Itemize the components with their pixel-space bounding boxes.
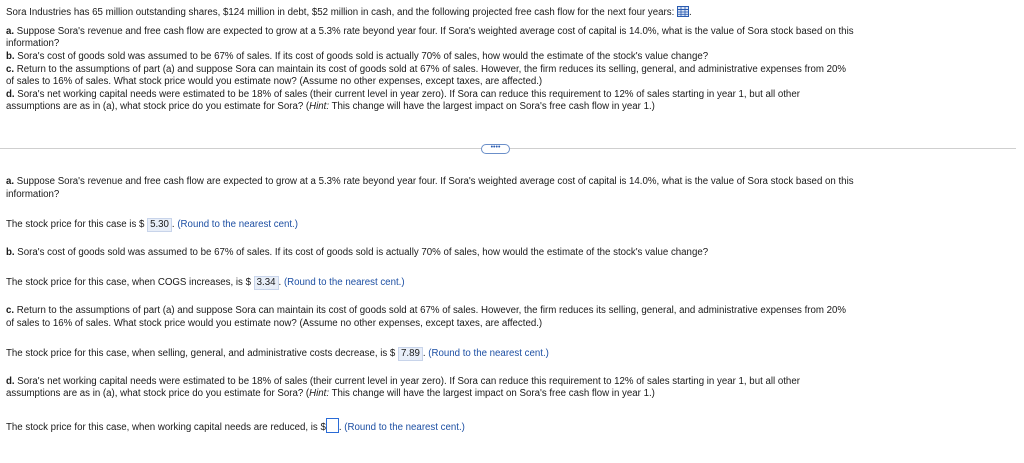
answer-a-value: 5.30 <box>147 218 172 232</box>
problem-part-d: d. Sora's net working capital needs were estimated to be 18% of sales (their current level in year zero). If Sora can reduce this requirement to 12% of sales starting in year 1, but all other <box>6 89 800 100</box>
answer-part-a-result: The stock price for this case is $ 5.30 . (Round to the nearest cent.) <box>6 219 298 230</box>
answer-c-value: 7.89 <box>398 347 423 361</box>
problem-part-a: a. Suppose Sora's revenue and free cash flow are expected to grow at a 5.3% rate beyond year four. If Sora's weighted average cost of capital is 14.0%, what is the value of Sora stock based on this <box>6 26 854 37</box>
answer-part-c-question-cont: of sales to 16% of sales. What stock price would you estimate now? (Assume no other expenses, except taxes, are affected.) <box>6 318 543 329</box>
problem-part-d-cont: assumptions are as in (a), what stock price do you estimate for Sora? (Hint: This change will have the largest impact on Sora's free cash flow in year 1.) <box>6 101 655 112</box>
table-grid-icon[interactable] <box>677 6 689 17</box>
answer-part-d-question: d. Sora's net working capital needs were estimated to be 18% of sales (their current level in year zero). If Sora can reduce this requirement to 12% of sales starting in year 1, but all other <box>6 376 800 387</box>
problem-part-b: b. Sora's cost of goods sold was assumed to be 67% of sales. If its cost of goods sold is actually 70% of sales, how would the estimate of the stock's value change? <box>6 51 709 62</box>
answer-b-value: 3.34 <box>254 276 279 290</box>
problem-part-c-cont: of sales to 16% of sales. What stock price would you estimate now? (Assume no other expenses, except taxes, are affected.) <box>6 76 543 87</box>
answer-part-c-result: The stock price for this case, when selling, general, and administrative costs decrease, is $ 7.89 . (Round to the nearest cent.) <box>6 348 549 359</box>
answer-d-input[interactable] <box>326 418 339 433</box>
answer-part-a-question: a. Suppose Sora's revenue and free cash flow are expected to grow at a 5.3% rate beyond year four. If Sora's weighted average cost of capital is 14.0%, what is the value of Sora stock based on this <box>6 176 854 187</box>
answer-part-c-question: c. Return to the assumptions of part (a) and suppose Sora can maintain its cost of goods sold at 67% of sales. However, the firm reduces its selling, general, and administrative expenses from 20% <box>6 305 847 316</box>
problem-intro: Sora Industries has 65 million outstanding shares, $124 million in debt, $52 million in cash, and the following projected free cash flow for the next four years: . <box>6 7 692 18</box>
round-hint: (Round to the nearest cent.) <box>177 219 298 230</box>
round-hint: (Round to the nearest cent.) <box>428 348 549 359</box>
answer-part-d-result: The stock price for this case, when working capital needs are reduced, is $ . (Round to the nearest cent.) <box>6 418 465 434</box>
round-hint: (Round to the nearest cent.) <box>283 277 405 288</box>
round-hint: (Round to the nearest cent.) <box>344 422 465 433</box>
answer-part-b-question: b. Sora's cost of goods sold was assumed to be 67% of sales. If its cost of goods sold is actually 70% of sales, how would the estimate of the stock's value change? <box>6 247 709 258</box>
problem-part-a-cont: information? <box>6 38 60 49</box>
answer-part-d-question-cont: assumptions are as in (a), what stock price do you estimate for Sora? (Hint: This change will have the largest impact on Sora's free cash flow in year 1.) <box>6 388 655 399</box>
more-button[interactable]: •••• <box>481 144 510 154</box>
problem-part-c: c. Return to the assumptions of part (a) and suppose Sora can maintain its cost of goods sold at 67% of sales. However, the firm reduces its selling, general, and administrative expenses from 20% <box>6 64 847 75</box>
answer-part-a-question-cont: information? <box>6 189 60 200</box>
answer-part-b-result: The stock price for this case, when COGS increases, is $ 3.34 . (Round to the nearest cent.) <box>6 277 405 288</box>
